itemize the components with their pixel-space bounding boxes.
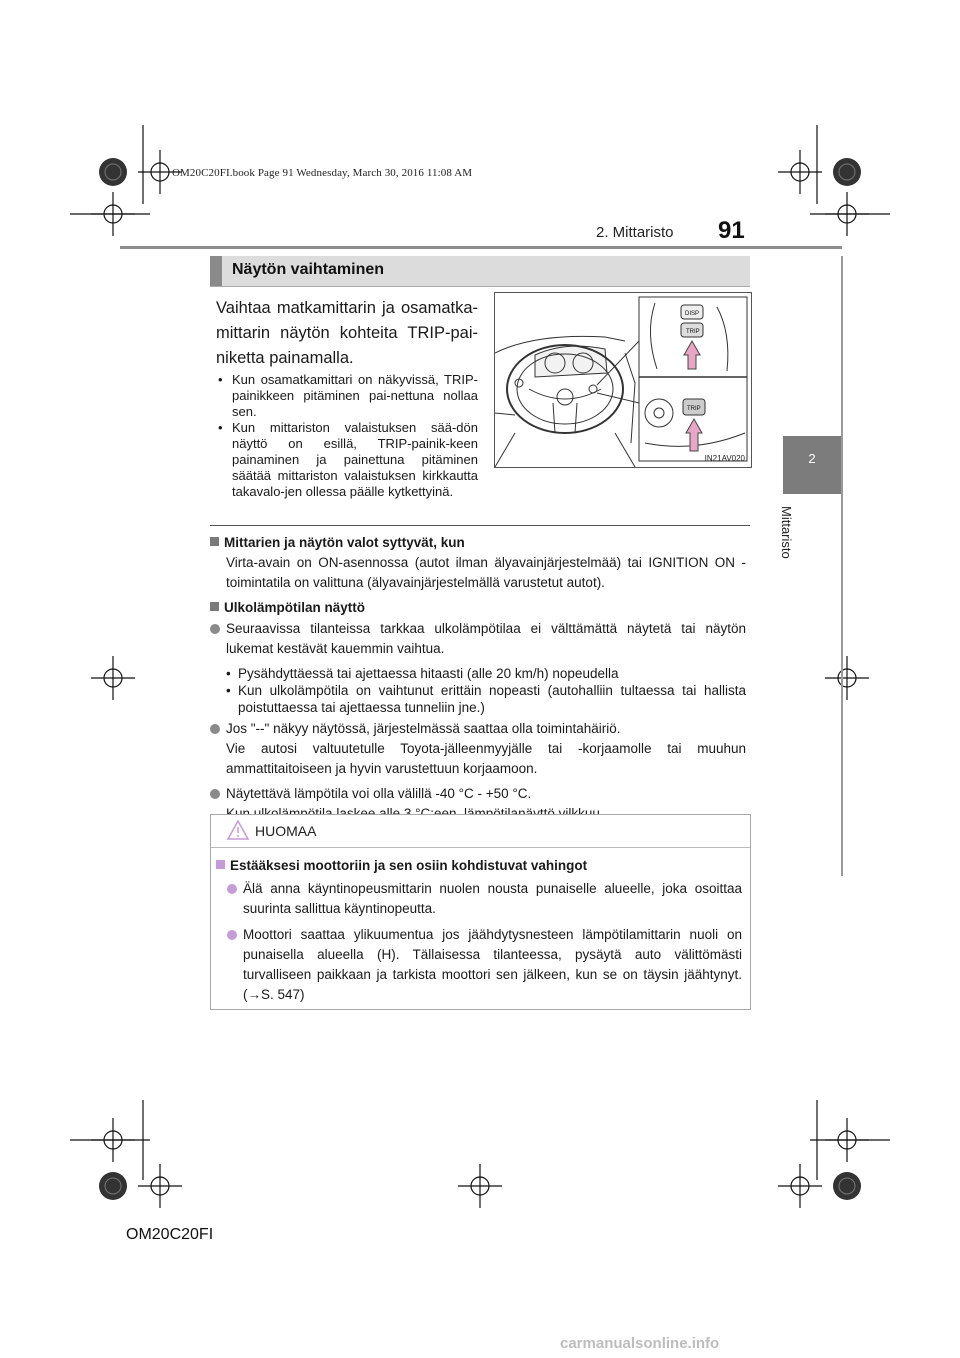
section-divider: [210, 525, 750, 526]
steering-wheel-illustration: [495, 293, 751, 467]
warning-triangle-icon: [227, 820, 249, 840]
trip-button-label: TRIP: [687, 406, 701, 412]
section2-title: Ulkolämpötilan näyttö: [224, 600, 366, 615]
warning-box: [210, 814, 751, 1010]
section-title: 2. Mittaristo: [596, 224, 674, 241]
sub-bullet: • Pysähdyttäessä tai ajettaessa hitaasti (alle 20 km/h) nopeudella: [226, 666, 619, 681]
section1-heading: [210, 535, 746, 550]
section-heading: Näytön vaihtaminen: [232, 261, 385, 278]
circle-bullet-icon: [227, 884, 237, 894]
square-bullet-icon: [210, 602, 219, 611]
side-rule: [841, 256, 843, 876]
circle-bullet-icon: [210, 724, 220, 734]
circle-bullet-icon: [210, 624, 220, 634]
footer-code: OM20C20FI: [126, 1226, 214, 1243]
intro-text: Vaihtaa matkamittarin ja osamatka-mittarin näytön kohteita TRIP-pai-niketta painamalla.: [216, 299, 478, 367]
heading-underline: [210, 286, 750, 287]
circle-bullet-icon: [210, 789, 220, 799]
figure-label: IN21AV020: [704, 454, 745, 463]
watermark: carmanualsonline.info: [560, 1335, 720, 1352]
sub-bullet-text: Kun ulkolämpötila on vaihtunut erittäin nopeasti (autohalliin tultaessa tai hallista poistuttaessa tai ajettaessa tunneliin jne.): [238, 683, 746, 715]
warning-section-title: Estääksesi moottoriin ja sen osiin kohdistuvat vahingot: [230, 858, 588, 873]
list-item-text: Vie autosi valtuutetulle Toyota-jälleenmyyjälle tai -korjaamolle tai muuhun ammattitaitoiseen ja hyvin varustettuun korjaamoon.: [226, 741, 746, 776]
list-item-text: Jos "--" näkyy näytössä, järjestelmässä saattaa olla toimintahäiriö.: [226, 721, 621, 736]
list-item: [210, 719, 746, 779]
warning-item-text: Moottori saattaa ylikuumentua jos jäähdytysnesteen lämpötilamittarin nuoli on punaisella alueella (H). Tällaisessa tilanteessa, pysäytä auto välittömästi turvalliseen paikkaan ja tarkista moottori sen jälkeen, kun se on täysin jäähtynyt. (→S. 547): [243, 927, 742, 1002]
disp-button-label: DISP: [685, 311, 700, 317]
warning-section-heading: [216, 858, 742, 873]
circle-bullet-icon: [227, 930, 237, 940]
warning-header: [211, 815, 750, 848]
header-rule: [120, 246, 842, 249]
warning-title: HUOMAA: [255, 823, 317, 839]
sub-bullet-text: Pysähdyttäessä tai ajettaessa hitaasti (alle 20 km/h) nopeudella: [238, 666, 619, 681]
list-item: [210, 619, 746, 659]
chapter-side-label: [778, 506, 798, 586]
square-bullet-icon: [210, 537, 219, 546]
square-bullet-icon: [216, 860, 225, 869]
chapter-tab-number: 2: [808, 451, 816, 466]
intro-bullet: • Kun osamatkamittari on näkyvissä, TRIP-painikkeen pitäminen pai-nettuna nollaa sen.: [216, 372, 478, 420]
chapter-side-label-text: Mittaristo: [779, 506, 794, 559]
sub-bullet-list: [210, 665, 746, 716]
heading-accent: [210, 256, 222, 286]
intro-bullet: • Kun mittariston valaistuksen sää-dön näyttö on esillä, TRIP-painik-keen painaminen ja painettuna pitäminen säätää mittariston valaistuksen kirkkautta takavalo-jen ollessa päälle kytkettyinä.: [216, 420, 478, 500]
sub-bullet: • Kun ulkolämpötila on vaihtunut erittäin nopeasti (autohalliin tultaessa tai hallista poistuttaessa tai ajettaessa tunneliin jne.): [226, 683, 746, 715]
list-item-text: Näytettävä lämpötila voi olla välillä -40 °C - +50 °C.: [226, 786, 532, 801]
section1-title: Mittarien ja näytön valot syttyvät, kun: [224, 535, 465, 550]
section2-heading: [210, 600, 746, 615]
intro-bullet-list: [216, 372, 478, 500]
page-number: 91: [718, 217, 745, 244]
warning-item: [227, 879, 742, 919]
list-item-text: Seuraavissa tilanteissa tarkkaa ulkolämpötilaa ei välttämättä näytetä tai näytön lukemat kestävät kauemmin vaihtua.: [226, 621, 746, 656]
section1-text: Virta-avain on ON-asennossa (autot ilman älyavainjärjestelmää) tai IGNITION ON -toimintatila on valittuna (älyavainjärjestelmällä varustetut autot).: [226, 555, 746, 590]
book-header: OM20C20FI.book Page 91 Wednesday, March 30, 2016 11:08 AM: [172, 167, 473, 179]
trip-button-label: TRIP: [686, 329, 700, 335]
warning-item: [227, 925, 742, 1005]
steering-wheel-figure: [494, 292, 752, 468]
warning-content: [216, 858, 742, 1005]
warning-item-text: Älä anna käyntinopeusmittarin nuolen nousta punaiselle alueelle, joka osoittaa suurinta sallittua käyntinopeutta.: [243, 881, 742, 916]
content-sections: [210, 535, 746, 824]
